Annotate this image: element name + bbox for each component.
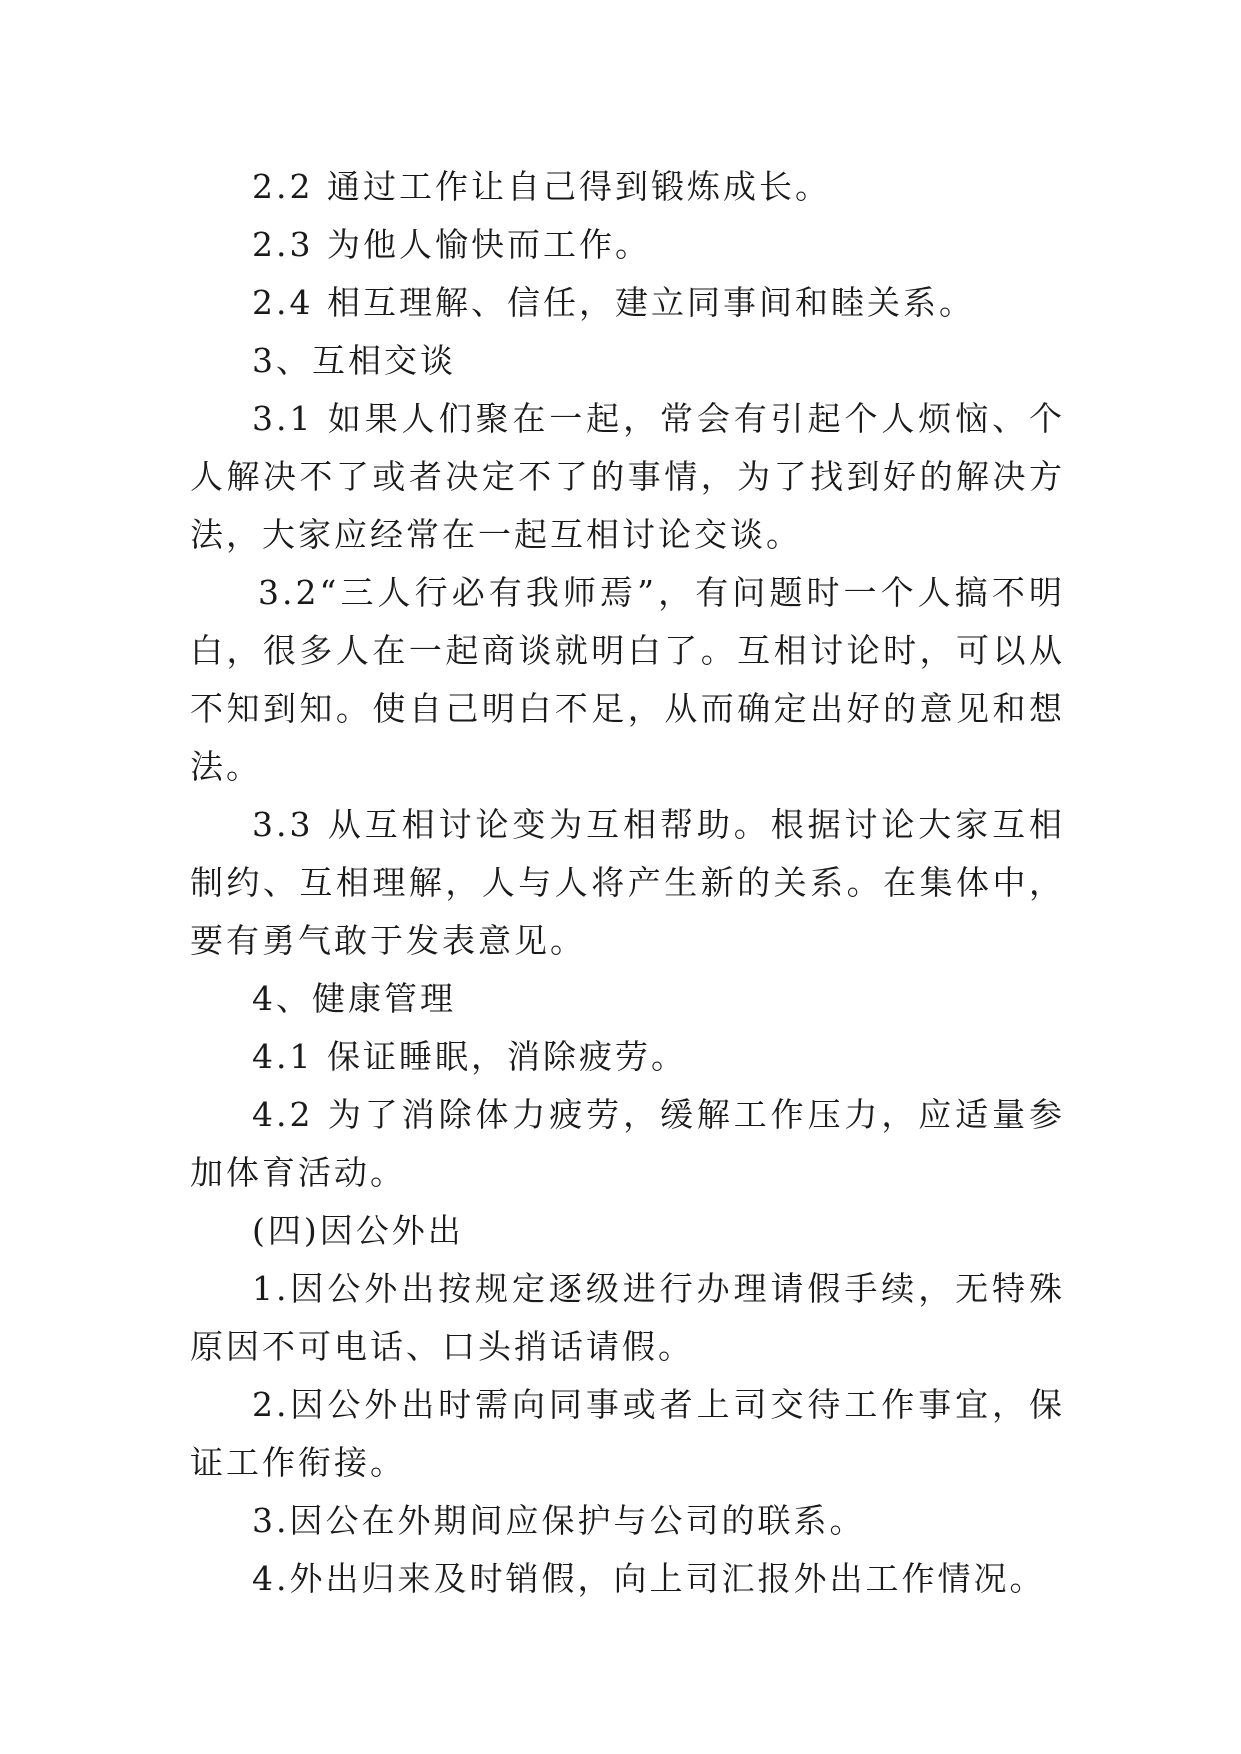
paragraph-trip-4: 4.外出归来及时销假，向上司汇报外出工作情况。 (252, 1559, 1046, 1598)
paragraph-trip-1: 1.因公外出按规定逐级进行办理请假手续，无特殊原因不可电话、口头捎话请假。 (190, 1269, 1065, 1366)
paragraph-2-4: 2.4 相互理解、信任，建立同事间和睦关系。 (252, 283, 975, 322)
paragraph-3-1: 3.1 如果人们聚在一起，常会有引起个人烦恼、个人解决不了或者决定不了的事情，为了找到好的解决方法，大家应经常在一起互相讨论交谈。 (190, 399, 1065, 554)
section-heading-3: 3、互相交谈 (252, 341, 456, 380)
paragraph-4-1: 4.1 保证睡眠，消除疲劳。 (252, 1037, 687, 1076)
document-body (190, 158, 1065, 1608)
paragraph-3-2: 3.2“三人行必有我师焉”，有问题时一个人搞不明白，很多人在一起商谈就明白了。互相讨论时，可以从不知到知。使自己明白不足，从而确定出好的意见和想法。 (190, 573, 1065, 786)
paragraph-trip-2: 2.因公外出时需向同事或者上司交待工作事宜，保证工作衔接。 (190, 1385, 1065, 1482)
paragraph-trip-3: 3.因公在外期间应保护与公司的联系。 (252, 1501, 866, 1540)
paragraph-2-2: 2.2 通过工作让自己得到锻炼成长。 (252, 167, 831, 206)
paragraph-3-3: 3.3 从互相讨论变为互相帮助。根据讨论大家互相制约、互相理解，人与人将产生新的关系。在集体中，要有勇气敢于发表意见。 (190, 805, 1065, 960)
paragraph-4-2: 4.2 为了消除体力疲劳，缓解工作压力，应适量参加体育活动。 (190, 1095, 1065, 1192)
section-heading-business-trip: (四)因公外出 (252, 1211, 464, 1250)
section-heading-4: 4、健康管理 (252, 979, 456, 1018)
paragraph-2-3: 2.3 为他人愉快而工作。 (252, 225, 651, 264)
